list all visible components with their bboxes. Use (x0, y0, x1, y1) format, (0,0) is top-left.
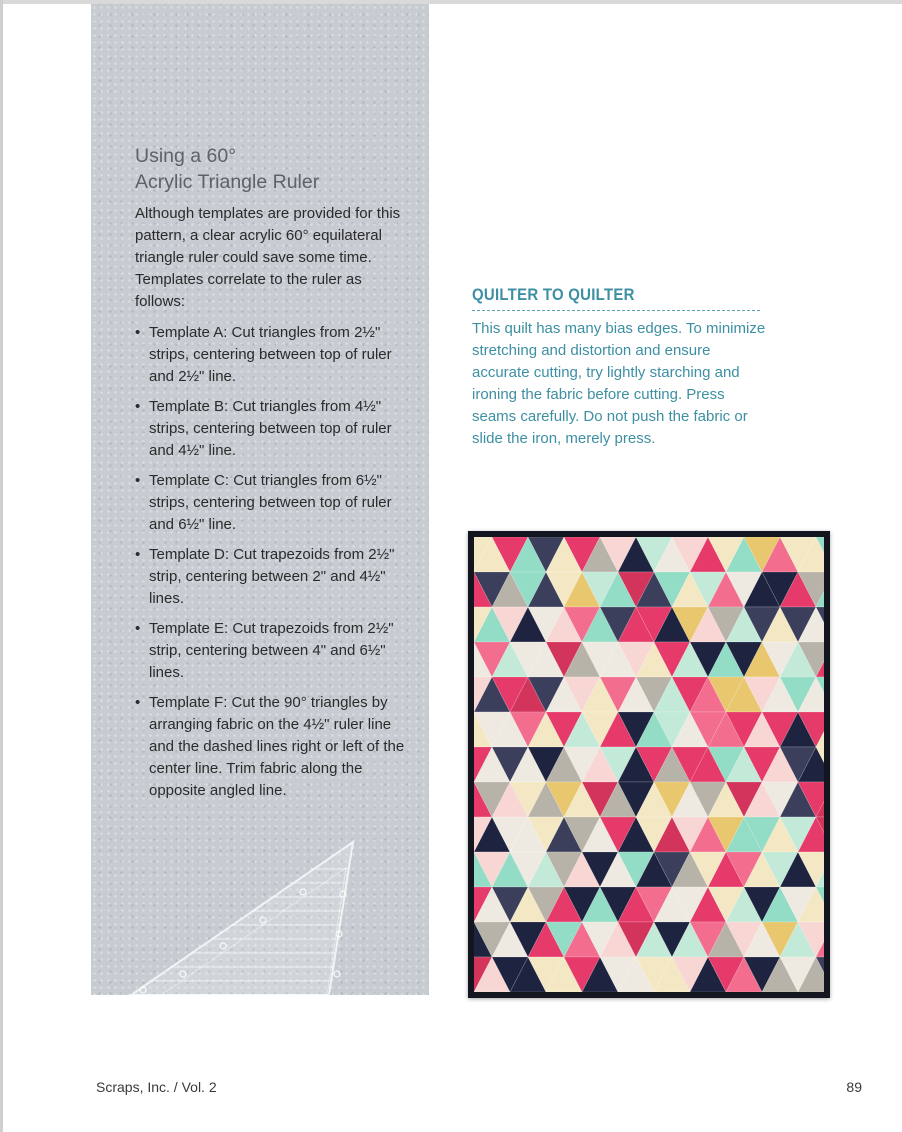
page-number: 89 (846, 1079, 862, 1095)
quilter-tip-heading: QUILTER TO QUILTER (472, 285, 635, 304)
template-item-c: • Template C: Cut triangles from 6½" strips, centering between top of ruler and 6½" line. (135, 470, 410, 536)
footer-book-title: Scraps, Inc. / Vol. 2 (96, 1079, 217, 1095)
ruler-tips-sidebar (91, 4, 429, 995)
sidebar-title-line1: Using a 60° (135, 145, 237, 167)
page-left-rule (0, 0, 3, 1132)
quilter-tip-body: This quilt has many bias edges. To minimize stretching and distortion and ensure accurate cutting, try lightly starching and ironing the fabric before cutting. Press seams carefully. Do not push the fabric or slide the iron, merely press. (472, 320, 766, 447)
template-list (135, 322, 410, 810)
template-item-a: • Template A: Cut triangles from 2½" strips, centering between top of ruler and 2½" line. (135, 322, 410, 388)
template-item-b: • Template B: Cut triangles from 4½" strips, centering between top of ruler and 4½" line. (135, 396, 410, 462)
sidebar-title-line2: Acrylic Triangle Ruler (135, 171, 320, 193)
tip-dashed-divider (472, 310, 760, 311)
acrylic-ruler-illustration (91, 824, 429, 995)
template-item-e: • Template E: Cut trapezoids from 2½" strip, centering between 4" and 6½" lines. (135, 618, 410, 684)
sidebar-title (135, 143, 319, 195)
template-item-d: • Template D: Cut trapezoids from 2½" strip, centering between 2" and 4½" lines. (135, 544, 410, 610)
quilt-photo (468, 531, 830, 998)
sidebar-intro: Although templates are provided for this pattern, a clear acrylic 60° equilateral triangle ruler could save some time. Templates correlate to the ruler as follows: (135, 205, 401, 310)
template-item-f: • Template F: Cut the 90° triangles by arranging fabric on the 4½" ruler line and the dashed lines right or left of the center line. Trim fabric along the opposite angled line. (135, 692, 410, 802)
triangle-quilt-image (468, 531, 830, 998)
